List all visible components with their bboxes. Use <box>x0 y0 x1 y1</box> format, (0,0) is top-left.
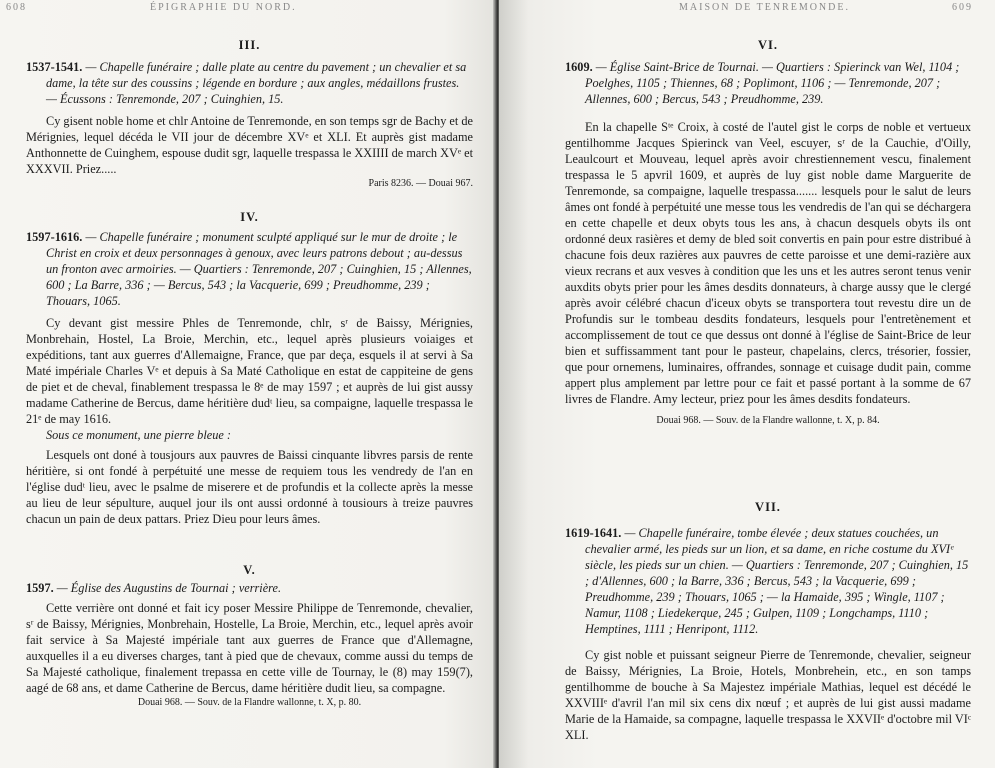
section-v <box>26 563 473 710</box>
entry-date: 1619-1641. <box>565 526 622 540</box>
entry-heading <box>26 59 473 107</box>
left-page-header <box>0 0 493 16</box>
entry-description: — Chapelle funéraire ; dalle plate au centre du pavement ; un chevalier et sa dame, la tête sur des coussins ; légende en bordure ; aux angles, médaillons frustes. — Écussons : Tenremonde, 207 ; Cuinghien, 15. <box>46 60 467 106</box>
inscription-text: Cy gist noble et puissant seigneur Pierre de Tenremonde, chevalier, seigneur de Baissy, Mérignies, La Broie, Hotels, Monbrehein, etc., en son tamps gentilhomme de bouche à Sa Majestez impériale Mathias, lequel est décédé le XXVIIIᵉ d'avril l'an mil six cens dix nœuf ; et auprès de lui gist aussi madame Marie de la Hamaide, sa compagne, laquelle trespassa le XXVIIᵉ d'octobre mil VIᶜ XLI. <box>565 648 971 742</box>
entry-description: — Chapelle funéraire ; monument sculpté appliqué sur le mur de droite ; le Christ en croix et deux personnages à genoux, avec leurs patrons debout ; au-dessus un fronton avec armoiries. — Quartiers : Tenremonde, 207 ; Cuinghien, 15 ; Allennes, 600 ; La Barre, 336 ; — Bercus, 543 ; la Vacquerie, 699 ; Preudhomme, 239 ; Thouars, 1065. <box>46 230 472 308</box>
source-reference: Paris 8236. — Douai 967. <box>368 178 473 189</box>
entry-description: — Chapelle funéraire, tombe élevée ; deux statues couchées, un chevalier armé, les pieds sur un lion, et sa dame, en riche costume du XVIᵉ siècle, les pieds sur un chien. — Quartiers : Tenremonde, 207 ; Cuinghien, 15 ; d'Allennes, 600 ; la Barre, 336 ; Bercus, 543 ; la Vacquerie, 699 ; Preudhomme, 239 ; Thouars, 1065 ; — la Hamaide, 395 ; Wingle, 1107 ; Namur, 1108 ; Liedekerque, 245 ; Gulpen, 1109 ; Longchamps, 1110 ; Hemptines, 1111 ; Henripont, 1112. <box>585 526 969 636</box>
entry-heading <box>26 229 473 309</box>
section-vii <box>565 500 971 743</box>
right-running-title: MAISON DE TENREMONDE. <box>679 2 850 13</box>
right-page-number: 609 <box>952 2 973 13</box>
section-numeral: VII. <box>755 500 781 514</box>
inscription-text: Cy gisent noble home et chlr Antoine de Tenremonde, en son temps sgr de Bachy et de Mérignies, lequel décéda le VII jour de décembre XVᵉ et XLI. Et auprès gist madame Anthonnette de Cuinghem, espouse dudit sgr, laquelle trespassa le XXIIII de march XVᵉ et XXXVII. Priez..... <box>26 114 473 176</box>
entry-description: — Église des Augustins de Tournai ; verrière. <box>56 581 282 595</box>
left-page <box>0 0 493 768</box>
right-page-header <box>499 0 995 16</box>
entry-date: 1597-1616. <box>26 230 83 244</box>
entry-date: 1537-1541. <box>26 60 83 74</box>
right-page <box>499 0 995 768</box>
entry-description: — Église Saint-Brice de Tournai. — Quartiers : Spierinck van Wel, 1104 ; Poelghes, 1105 ; Thiennes, 68 ; Poplimont, 1106 ; — Tenremonde, 207 ; Allennes, 600 ; Bercus, 543 ; Preudhomme, 239. <box>585 60 960 106</box>
section-iii <box>26 38 473 191</box>
left-page-number: 608 <box>6 2 27 13</box>
inscription-text-continued: Lesquels ont doné à tousjours aux pauvres de Baissi cinquante libvres parsis de rente héritière, si ont fondé à perpétuité une messe de requiem tous les vendredy de l'an en l'église dudᵗ lieu, avec le psalme de miserere et de profundis et la collecte après la messe au lieu de leur sépulture, auquel jour ils ont aussi ordonné à tousiours à treize pauvres chacun un pain de deux pattars. Priez Dieu pour leurs âmes. <box>26 448 473 526</box>
source-reference: Douai 968. — Souv. de la Flandre wallonne, t. X, p. 84. <box>656 415 880 426</box>
inscription-text: Cy devant gist messire Phles de Tenremonde, chlr, sʳ de Baissy, Mérignies, Monbrehain, Hostel, La Broie, Merchin, etc., lequel après plusieurs voiaiges et expéditions, tant aux guerres d'Allemaigne, France, que par deça, esquels il at servi à Sa Maté impériale Charles Vᵉ et depuis à Sa Maté Catholique en estat de cappiteine de gens de piet et de cheval, finablement trespassa le 8ᵉ de may 1597 ; et auprès de lui gist aussy madame Catherine de Bercus, dame héritière dudᵗ lieu, sa compaigne, laquelle trespassa le 21ᵉ de may 1616. <box>26 316 473 426</box>
source-reference: Douai 968. — Souv. de la Flandre wallonne, t. X, p. 80. <box>137 697 362 708</box>
section-numeral: V. <box>243 563 256 577</box>
section-numeral: IV. <box>240 210 259 224</box>
entry-heading <box>565 59 971 107</box>
inscription-text: Cette verrière ont donné et fait icy poser Messire Philippe de Tenremonde, chevalier, sʳ de Baissy, Mérignies, Monbrehain, Hostelle, La Broie, Merchin, etc., lequel après avoir fait service à Sa Majesté impériale tant aux guerres de France que d'Allemagne, auxquelles il a eu diverses charges, tant à pied que de chevaux, comme aussi du temps de Sa Majesté catholique, finalement trepassa en cette ville de Tournay, le (8) may 159(7), aagé de 68 ans, et dame Catherine de Bercus, dame héritière dudit lieu, sa compagne. <box>26 601 473 695</box>
inscription-text: En la chapelle Sᵗᵉ Croix, à costé de l'autel gist le corps de noble et vertueux gentilhomme Jacques Spierinck van Veel, escuyer, sʳ de la Cauchie, d'Oilly, Leaulcourt et Mouveau, lequel après avoir chrestiennement vescu, finalement trespassa le 5 apvril 1609, et auprès de luy gist noble dame Marguerite de Tenremonde, sa compaigne, laquelle trespassa....... lesquels pour le salut de leurs âmes ont fondé à perpétuité une messe tous les vendredis de l'an qui se déchargera en cette chapelle et deux obyts tous les ans, à chacun desquels obyts ils ont ordonné deux rasières et demy de bled soit convertis en pain pour estre distribué à chacune fois deux razières aux pauvres de cette paroisse et une demi-razière aux vieux recrans et aux vesves à condition que les uns et les autres seront tenus venir auxdits obyts prier pour les âmes desdits donnateurs, à charge aussy que le clergé après avoir célébré chacun d'iceux obyts se transportera tout revestu dire un de Profundis sur le tombeau desdits fondateurs, lesquels pour l'entretènement et accomplissement de tout ce que dessus ont donné à l'église de Saint-Brice de leur bien et suffissamment tant pour le pasteur, chapelains, clercs, trésorier, fossier, que pour ornemens, luminaires, offrandes, sonnage et cuisage dudit pain, comme appert plus amplement par lettre pour ce fait et passé portant à la somme de 67 livres de Flandre. Amy lecteur, priez pour les âmes desdits fondateurs. <box>565 120 971 406</box>
entry-heading <box>26 580 473 596</box>
entry-date: 1609. <box>565 60 593 74</box>
entry-heading <box>565 525 971 637</box>
section-numeral: VI. <box>757 38 779 52</box>
section-iv <box>26 210 473 527</box>
section-numeral: III. <box>238 38 261 52</box>
section-vi <box>565 38 971 428</box>
left-running-title: ÉPIGRAPHIE DU NORD. <box>150 2 297 13</box>
entry-date: 1597. <box>26 581 54 595</box>
inscription-subhead: Sous ce monument, une pierre bleue : <box>46 428 231 442</box>
